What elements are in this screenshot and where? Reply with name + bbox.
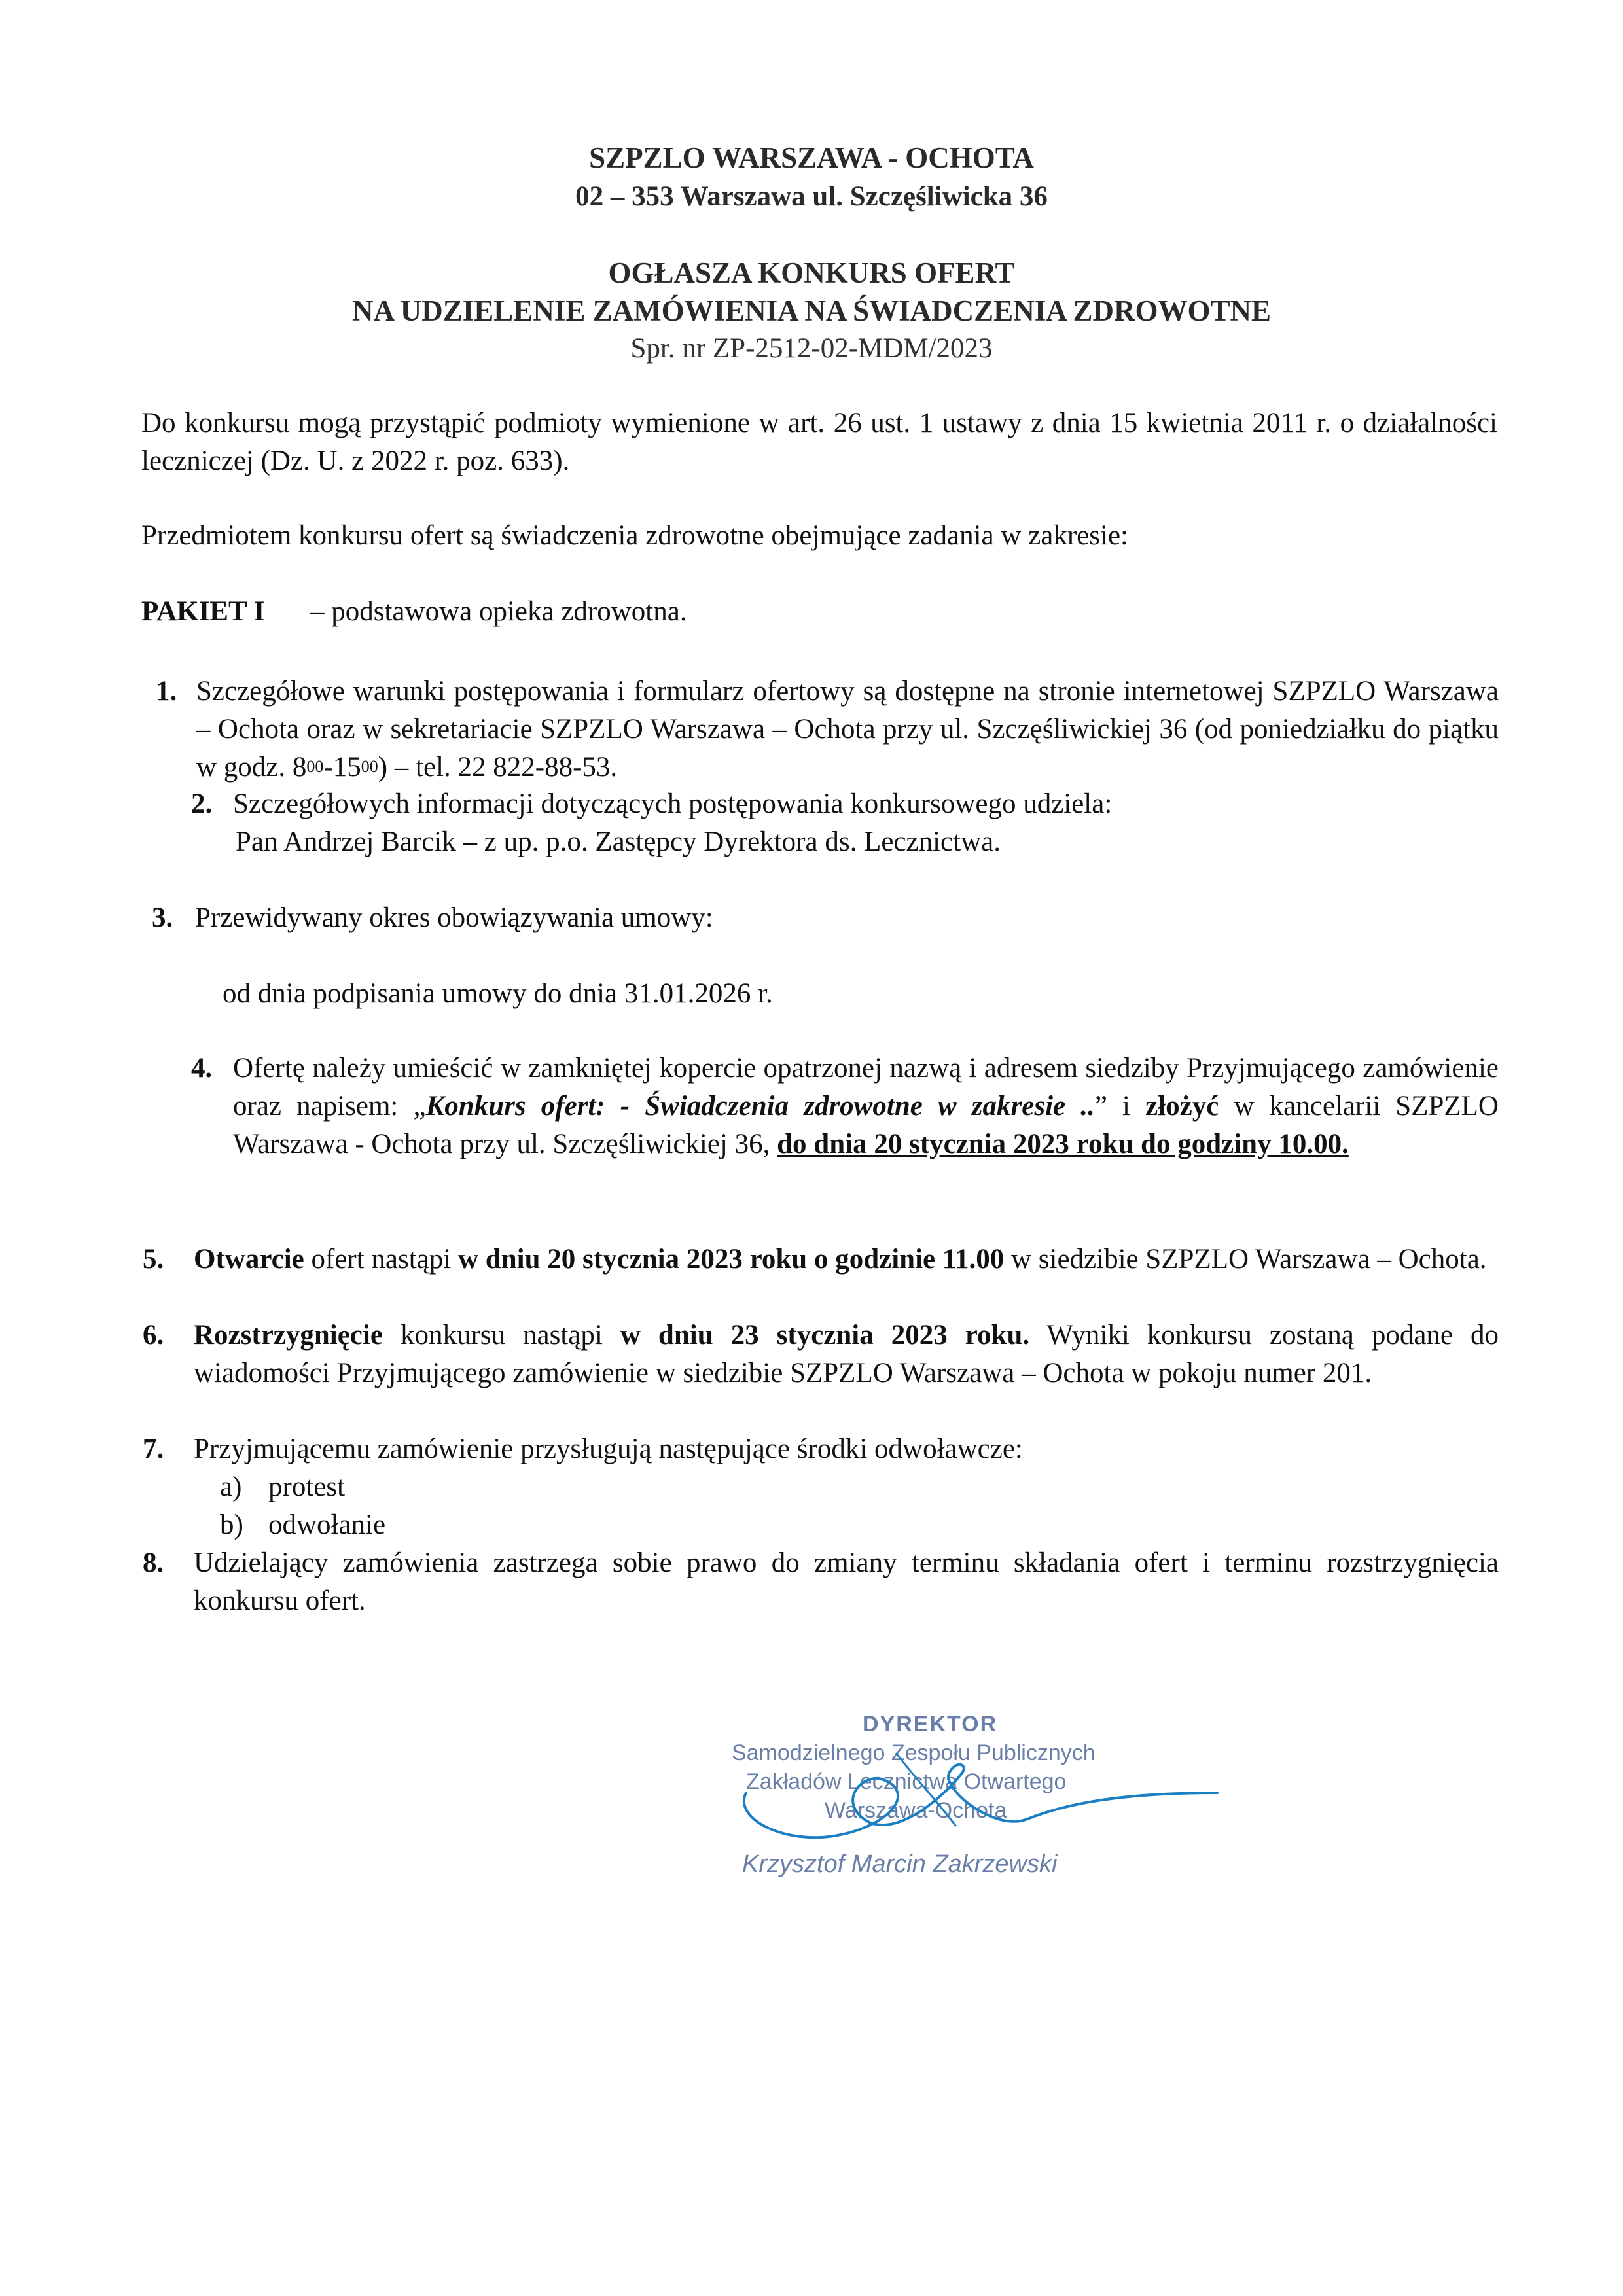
signature-scribble [720,1695,1243,1891]
stamp-title: DYREKTOR [863,1712,998,1737]
org-name: SZPZLO WARSZAWA - OCHOTA [589,141,1034,174]
stamp-line-2: Zakładów Lecznictwa Otwartego [746,1769,1067,1794]
intro-paragraph-2: Przedmiotem konkursu ofert są świadczenia zdrowotne obejmujące zadania w zakresie: [141,520,1128,551]
intro-paragraph-1: Do konkursu mogą przystąpić podmioty wymienione w art. 26 ust. 1 ustawy z dnia 15 kwietnia 2011 r. o działalności leczniczej (Dz. U. z 2022 r. poz. 633). [141,408,1497,476]
item-5-number: 5. [143,1244,164,1275]
package-description: – podstawowa opieka zdrowotna. [310,596,687,627]
item-7-option-a-label: a) [220,1472,242,1502]
item-3-number: 3. [152,902,173,933]
org-address: 02 – 353 Warszawa ul. Szczęśliwicka 36 [575,181,1048,212]
item-7-number: 7. [143,1434,164,1464]
item-2-number: 2. [191,788,213,819]
item-2-line-2: Pan Andrzej Barcik – z up. p.o. Zastępcy Dyrektora ds. Lecznictwa. [236,826,1001,857]
title-line-1: OGŁASZA KONKURS OFERT [608,256,1015,289]
item-6-text: Rozstrzygnięcie konkursu nastąpi w dniu 23 stycznia 2023 roku. Wyniki konkursu zostaną podane do wiadomości Przyjmującego zamówienie w siedzibie SZPZLO Warszawa – Ochota w pokoju numer 201. [194,1320,1499,1388]
item-7-text: Przyjmującemu zamówienie przysługują następujące środki odwoławcze: [194,1434,1023,1464]
item-7-option-a: protest [268,1472,346,1502]
signature-stroke [744,1765,1217,1837]
stamp-line-1: Samodzielnego Zespołu Publicznych [732,1740,1096,1765]
director-stamp [720,1695,1243,1891]
item-4-text: Ofertę należy umieścić w zamkniętej kopercie opatrzonej nazwą i adresem siedziby Przyjmującego zamówienie oraz napisem: „Konkurs ofert: - Świadczenia zdrowotne w zakresie ..” i złożyć w kancelarii SZPZLO Warszawa - Ochota przy ul. Szczęśliwickiej 36, do dnia 20 stycznia 2023 roku do godziny 10.00. [233,1053,1499,1159]
item-2-line-1: Szczegółowych informacji dotyczących postępowania konkursowego udziela: [233,788,1113,819]
item-1-number: 1. [156,676,177,707]
item-3-line-1: Przewidywany okres obowiązywania umowy: [195,902,713,933]
item-7-option-b-label: b) [220,1510,243,1540]
item-8-number: 8. [143,1547,164,1578]
item-7-option-b: odwołanie [268,1510,386,1540]
case-number: Spr. nr ZP-2512-02-MDM/2023 [630,333,993,364]
title-line-2: NA UDZIELENIE ZAMÓWIENIA NA ŚWIADCZENIA ZDROWOTNE [351,294,1272,327]
item-6-number: 6. [143,1320,164,1351]
stamp-line-3: Warszawa-Ochota [825,1798,1007,1823]
item-1-text: Szczegółowe warunki postępowania i formularz ofertowy są dostępne na stronie internetowej SZPZLO Warszawa – Ochota oraz w sekretariacie SZPZLO Warszawa – Ochota przy ul. Szczęśliwickiej 36 (od poniedziałku do piątku w godz. $8^{00}-15^{00}$) – tel. 22 822-88-53. [196,676,1499,783]
package-label: PAKIET I [141,596,265,627]
submission-deadline: do dnia 20 stycznia 2023 roku do godziny 10.00. [777,1129,1349,1159]
item-4-number: 4. [191,1053,213,1084]
director-name: Krzysztof Marcin Zakrzewski [742,1850,1058,1878]
item-3-period: od dnia podpisania umowy do dnia 31.01.2026 r. [223,978,773,1009]
item-5-text: Otwarcie ofert nastąpi w dniu 20 stycznia 2023 roku o godzinie 11.00 w siedzibie SZPZLO Warszawa – Ochota. [194,1244,1487,1275]
item-8-text: Udzielający zamówienia zastrzega sobie prawo do zmiany terminu składania ofert i terminu rozstrzygnięcia konkursu ofert. [194,1547,1499,1616]
